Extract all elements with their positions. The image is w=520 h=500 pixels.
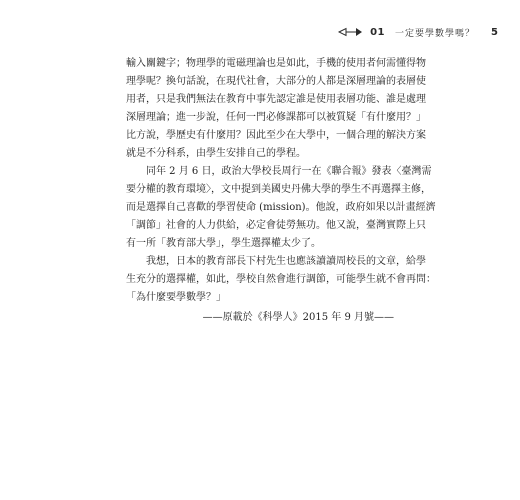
- text-line: 「為什麼要學數學？」: [126, 292, 226, 303]
- page-number: 5: [491, 26, 498, 38]
- text-line: 而是選擇自己喜歡的學習使命 (mission)。他說，政府如果以計畫經濟: [126, 202, 436, 213]
- text-line: 理學呢？換句話說，在現代社會，大部分的人都是深層理論的表層使: [126, 76, 426, 87]
- text-line: 「調節」社會的人力供給，必定會徒勞無功。他又說，臺灣實際上只: [126, 220, 426, 231]
- text-line: 用者，只是我們無法在教育中事先認定誰是使用表層功能、誰是處理: [126, 94, 426, 105]
- text-line: 生充分的選擇權，如此，學校自然會進行調節，可能學生就不會再問：: [126, 274, 436, 285]
- text-line: 比方說，學歷史有什麼用？因此至少在大學中，一個合理的解決方案: [126, 130, 426, 141]
- text-line: 同年 2 月 6 日，政治大學校長周行一在《聯合報》發表〈臺灣需: [146, 166, 432, 177]
- body-text: [126, 55, 436, 327]
- text-line: 就是不分科系，由學生安排自己的學程。: [126, 148, 306, 159]
- paragraph-1: [126, 55, 426, 163]
- text-line: 輸入關鍵字；物理學的電磁理論也是如此，手機的使用者何需懂得物: [126, 58, 426, 69]
- chapter-title: 一定要學數學嗎？: [395, 28, 476, 39]
- paragraph-2: [126, 163, 436, 253]
- running-header: [338, 23, 498, 41]
- chapter-number: 01: [370, 26, 386, 38]
- text-line: 深層理論；進一步說，任何一門必修課都可以被質疑「有什麼用？」: [126, 112, 426, 123]
- source-citation: ——原載於《科學人》2015 年 9 月號——: [202, 312, 394, 323]
- text-line: 有一所「教育部大學」，學生選擇權太少了。: [126, 238, 321, 249]
- text-line: 要分權的教育環境〉，文中提到美國史丹佛大學的學生不再選擇主修，: [126, 184, 431, 195]
- paragraph-3: [126, 253, 436, 307]
- arrow-ornament-icon: [338, 26, 364, 38]
- text-line: 我想，日本的教育部長下村先生也應該讀讀周校長的文章，給學: [146, 256, 426, 267]
